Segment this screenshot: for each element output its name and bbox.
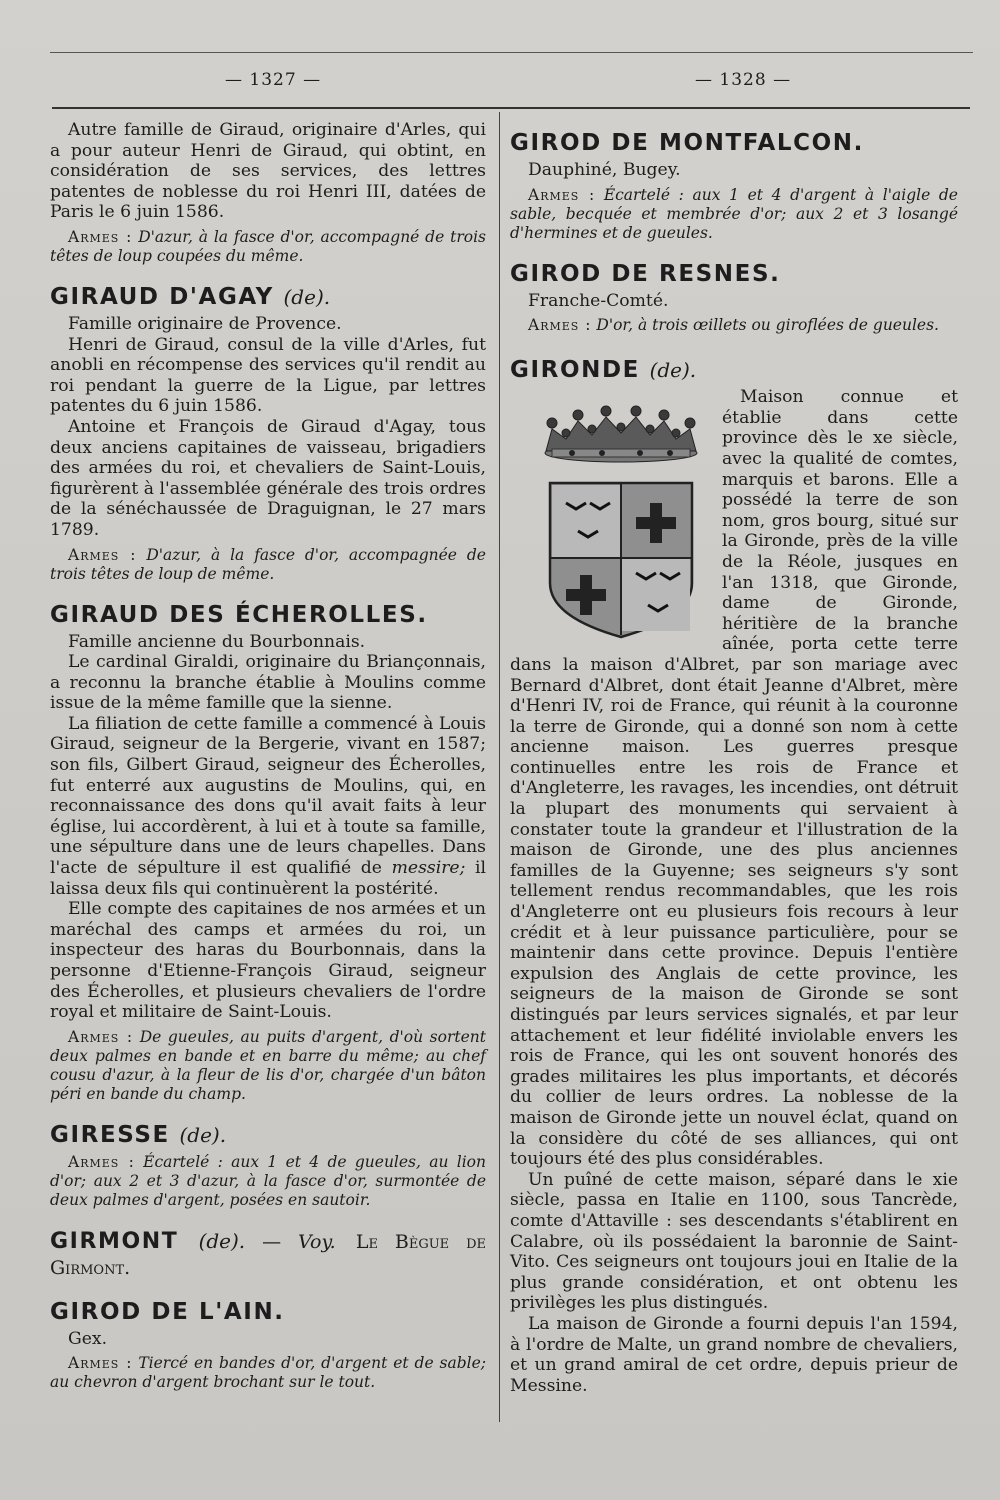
entry-title-girmont: [50, 1228, 486, 1281]
arms-text: D'azur, à la fasce d'or, accompagné de trois têtes de loup coupées du même.: [50, 227, 486, 265]
page-number-left: — 1327 —: [225, 70, 322, 90]
paragraph: La maison de Gironde a fourni depuis l'an 1594, à l'ordre de Malte, un grand nombre de chevaliers, et un grand amiral de cet ordre, depuis prieur de Messine.: [510, 1313, 958, 1396]
text-run: La filiation de cette famille a commencé à Louis Giraud, seigneur de la Bergerie, vivant en 1587; son fils, Gilbert Giraud, seigneur des Écherolles, fut enterré aux augustins de Moulins, qui, en reconnaissance des dons qu'il avait faits à leur église, lui accordèrent, à lui et à toute sa famille, une sépulture dans une de leurs chapelles. Dans l'acte de sépulture il est qualifié de: [50, 713, 486, 879]
arms-text: Écartelé : aux 1 et 4 d'argent à l'aigle de sable, becquée et membrée d'or; aux 2 et 3 losangé d'hermines et de gueules.: [510, 185, 958, 242]
crown-icon: [545, 406, 697, 462]
title-text: GIRESSE: [50, 1121, 170, 1148]
arms-label: Armes :: [68, 1027, 134, 1046]
arms-label: Armes :: [528, 316, 592, 335]
arms-text: Écartelé : aux 1 et 4 de gueules, au lion d'or; aux 2 et 3 d'azur, à la fasce d'or, surmontée de deux palmes d'argent, posées en sautoir.: [50, 1152, 486, 1209]
title-suffix: (de).: [198, 1228, 246, 1253]
resnes-arms: [510, 316, 958, 335]
arms-label: Armes :: [68, 227, 133, 246]
paragraph: Famille originaire de Provence.: [68, 313, 342, 334]
coat-of-arms-image: [532, 393, 710, 641]
left-column: [50, 120, 486, 1398]
arms-label: Armes :: [68, 1354, 133, 1373]
text-run: il laissa deux fils qui continuèrent la postérité.: [50, 858, 486, 899]
entry-title-giresse: [50, 1122, 486, 1148]
paragraph: Maison connue et établie dans cette province dès le xe siècle, avec la qualité de comtes, marquis et barons. Elle a possédé la terre de son nom, gros bourg, situé sur la Gironde, près de la ville de la Réole, jusques en l'an 1318, que Gironde, dame de Gironde, héritière de la branche aînée, porta cette terre dans la maison d'Albret, par son mariage avec Bernard d'Albret, dont était Jeanne d'Albret, mère d'Henri IV, roi de France, qui réunit à la couronne la terre de Gironde, qui a donné son nom à cette ancienne maison. Les guerres presque continuelles entre les rois de France et d'Angleterre, les ravages, les incendies, ont détruit la plupart des monuments qui servaient à constater toute la grandeur et l'illustration de la maison de Gironde, une des plus anciennes familles de la Guyenne; ses seigneurs s'y sont tellement rendus recommandables, que les rois d'Angleterre ont eu plusieurs fois recours à leur crédit et à leur puissance particulière, pour se maintenir dans cette province. Depuis l'entière expulsion des Anglais de cette province, les seigneurs de la maison de Gironde se sont distingués par leurs services signalés, et par leur attachement et leur fidélité inviolable envers les rois de France, qui les ont souvent honorés des grades militaires les plus importants, et décorés du collier de leurs ordres. La noblesse de la maison de Gironde jette un nouvel éclat, quand on la considère du côté de ses alliances, qui ont toujours été des plus considérables.: [510, 387, 958, 1170]
entry-title-giraud-echerolles: GIRAUD DES ÉCHEROLLES.: [50, 601, 428, 628]
arms-text: De gueules, au puits d'argent, d'où sortent deux palmes en bande et en barre du même; au chef cousu d'azur, à la fleur de lis d'or, chargée d'un bâton péri en bande du champ.: [50, 1027, 486, 1103]
paragraph: Elle compte des capitaines de nos armées et un maréchal des camps et armées du roi, un inspecteur des haras du Bourbonnais, dans la personne d'Etienne-François Giraud, seigneur des Écherolles, et plusieurs chevaliers de l'ordre royal et militaire de Saint-Louis.: [50, 899, 486, 1023]
voy-ref: Voy.: [298, 1230, 336, 1253]
right-column: [510, 120, 958, 1396]
arms-text: D'or, à trois œillets ou giroflées de gueules.: [596, 316, 939, 335]
cross-reference: Le Bègue de Girmont.: [50, 1230, 487, 1279]
shield-icon: [550, 483, 692, 637]
title-suffix: (de).: [283, 284, 331, 309]
paragraph: Franche-Comté.: [528, 290, 669, 311]
title-text: GIRMONT: [50, 1228, 179, 1254]
paragraph: Gex.: [68, 1328, 108, 1349]
montfalcon-arms: [510, 186, 958, 243]
paragraph: Un puîné de cette maison, séparé dans le xie siècle, passa en Italie en 1100, sous Tancrède, comte d'Attaville : ses descendants s'établirent en Calabre, où ils possédaient la baronnie de Saint-Vito. Ces seigneurs ont toujours joui en Italie de la plus grande considération, et ont obtenu les privilèges les plus distingués.: [510, 1169, 958, 1314]
arms-label: Armes :: [68, 1152, 135, 1171]
title-text: GIRONDE: [510, 357, 640, 384]
paragraph: Henri de Giraud, consul de la ville d'Arles, fut anobli en récompense des services qu'il rendit au roi pendant la guerre de la Ligue, par lettres patentes du 6 juin 1586.: [50, 334, 486, 417]
paragraph: Famille ancienne du Bourbonnais.: [68, 631, 366, 652]
intro-paragraph: Autre famille de Giraud, originaire d'Arles, qui a pour auteur Henri de Giraud, qui obtint, en considération de ses services, des lettres patentes de noblesse du roi Henri III, datées de Paris le 6 juin 1586.: [50, 120, 486, 223]
paragraph: Dauphiné, Bugey.: [528, 160, 681, 180]
title-suffix: (de).: [649, 358, 697, 383]
top-rule: [50, 52, 973, 53]
title-text: GIRAUD D'AGAY: [50, 283, 274, 310]
entry-title-gironde: [510, 357, 958, 383]
paragraph: Antoine et François de Giraud d'Agay, tous deux anciens capitaines de vaisseau, brigadiers des armées du roi, et chevaliers de Saint-Louis, figurèrent à l'assemblée générale des trois ordres de la sénéchaussée de Draguignan, le 27 mars 1789.: [50, 416, 486, 540]
text-run-italic: messire;: [391, 858, 466, 879]
entry-title-giraud-agay: [50, 284, 486, 310]
echerolles-arms: [50, 1028, 486, 1104]
entry-title-girod-resnes: GIROD DE RESNES.: [510, 260, 781, 287]
paragraph: Le cardinal Giraldi, originaire du Briançonnais, a reconnu la branche établie à Moulins comme issue de la même famille que la sienne.: [50, 652, 486, 714]
entry-title-girod-montfalcon: GIROD DE MONTFALCON.: [510, 130, 864, 156]
paragraph: [50, 714, 486, 899]
agay-arms: [50, 546, 486, 584]
arms-text: Tiercé en bandes d'or, d'argent et de sable; au chevron d'argent brochant sur le tout.: [50, 1354, 486, 1392]
girod-ain-arms: [50, 1354, 486, 1392]
page-number-right: — 1328 —: [695, 70, 792, 90]
dash: —: [245, 1230, 299, 1253]
entry-title-girod-ain: GIROD DE L'AIN.: [50, 1298, 285, 1325]
arms-label: Armes :: [68, 545, 137, 564]
header-rule: [52, 107, 970, 109]
title-suffix: (de).: [179, 1122, 227, 1147]
column-divider: [499, 112, 500, 1422]
intro-arms: [50, 228, 486, 266]
arms-label: Armes :: [528, 185, 596, 204]
arms-text: D'azur, à la fasce d'or, accompagnée de trois têtes de loup de même.: [50, 545, 486, 583]
giresse-arms: [50, 1153, 486, 1210]
